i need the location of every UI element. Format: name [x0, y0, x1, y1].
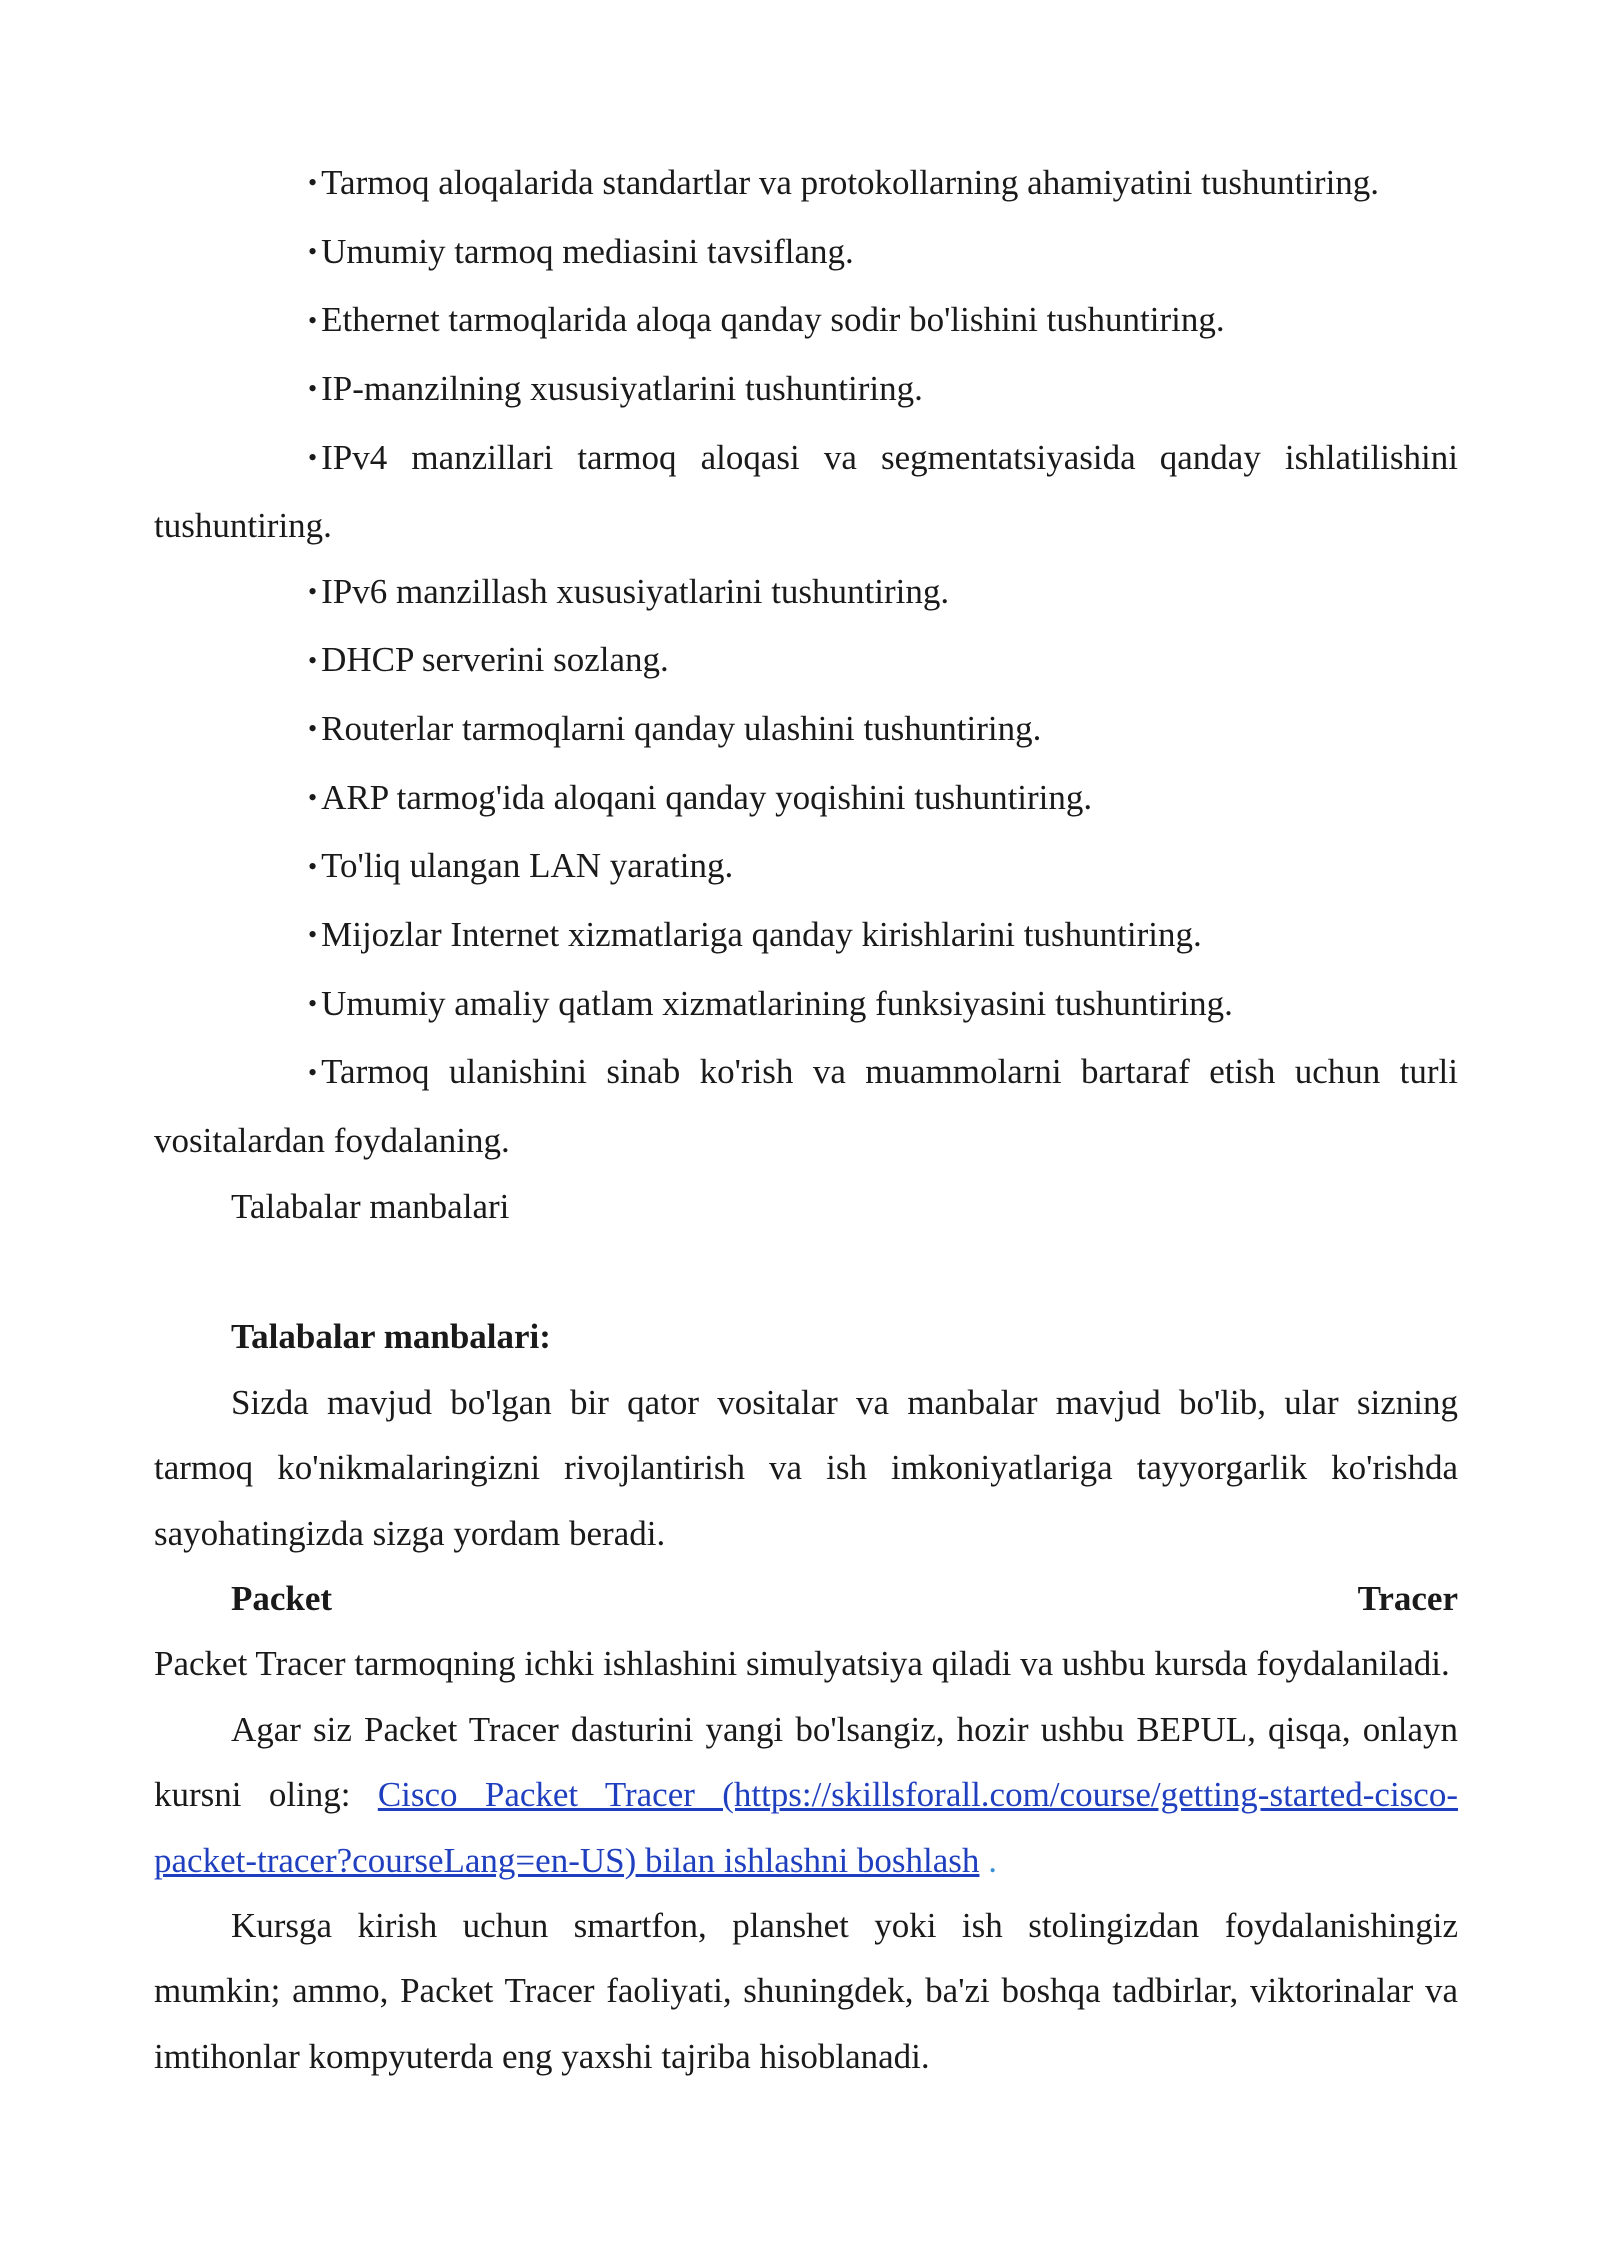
closing-paragraph: Kursga kirish uchun smartfon, planshet yoki ish stolingizdan foydalanishingiz mumkin; ammo, Packet Tracer faoliyati, shuningdek, ba'zi boshqa tadbirlar, viktorinalar va imtihonlar kompyuterda eng yaxshi tajriba hisoblanadi. — [154, 1906, 1458, 2076]
bullet-item — [154, 833, 1458, 902]
bullet-icon: • — [308, 305, 318, 335]
bullet-text: Mijozlar Internet xizmatlariga qanday kirishlarini tushuntiring. — [321, 915, 1202, 955]
bullet-text: Routerlar tarmoqlarni qanday ulashini tushuntiring. — [321, 709, 1042, 749]
bullet-icon: • — [308, 374, 318, 404]
document-page — [154, 150, 1458, 2089]
bullet-item — [154, 356, 1458, 425]
bullet-icon: • — [308, 442, 318, 472]
bullet-text: Tarmoq aloqalarida standartlar va protokollarning ahamiyatini tushuntiring. — [321, 163, 1380, 202]
bullet-icon: • — [308, 851, 318, 881]
bullet-item — [154, 425, 1458, 559]
course-paragraph — [154, 1697, 1458, 1893]
section-heading: Talabalar manbalari: — [231, 1317, 551, 1357]
course-link-period: . — [979, 1840, 997, 1880]
bullet-text: DHCP serverini sozlang. — [321, 640, 669, 680]
bullet-item — [154, 971, 1458, 1040]
bullet-item — [154, 696, 1458, 765]
bullet-item — [154, 902, 1458, 971]
bullet-icon: • — [308, 236, 318, 266]
bullet-text: ARP tarmog'ida aloqani qanday yoqishini tushuntiring. — [321, 777, 1093, 817]
bullet-icon: • — [308, 989, 318, 1019]
bullet-item — [154, 559, 1458, 628]
bullet-text: IP-manzilning xususiyatlarini tushuntiring. — [321, 369, 923, 409]
course-link[interactable]: Cisco Packet Tracer (https://skillsforall.com/course/getting-started-cisco-packet-tracer?courseLang=en-US) bilan ishlashni boshlash — [154, 1775, 1458, 1880]
bullet-icon: • — [308, 645, 318, 675]
bullet-icon: • — [308, 577, 318, 607]
blank-line — [154, 1239, 1458, 1304]
bullet-item — [154, 765, 1458, 834]
bullet-icon: • — [308, 168, 318, 198]
bullet-item — [154, 219, 1458, 288]
bullet-item — [154, 627, 1458, 696]
intro-paragraph: Sizda mavjud bo'lgan bir qator vositalar va manbalar mavjud bo'lib, ular sizning tarmoq ko'nikmalaringizni rivojlantirish va ish imkoniyatlariga tayyorgarlik ko'rishda sayohatingizda sizga yordam beradi. — [154, 1382, 1458, 1553]
bullet-text: IPv4 manzillari tarmoq aloqasi va segmentatsiyasida qanday ishlatilishini tushuntiring. — [154, 437, 1458, 546]
bullet-text: IPv6 manzillash xususiyatlarini tushuntiring. — [321, 571, 950, 611]
bullet-text: To'liq ulangan LAN yarating. — [321, 846, 734, 886]
bullet-item — [154, 150, 1458, 219]
bullet-icon: • — [308, 1057, 318, 1087]
bullet-text: Tarmoq ulanishini sinab ko'rish va muammolarni bartaraf etish uchun turli vositalardan foydalaning. — [154, 1052, 1458, 1161]
packet-tracer-description: Packet Tracer tarmoqning ichki ishlashini simulyatsiya qiladi va ushbu kursda foydalaniladi. — [154, 1644, 1450, 1684]
bullet-text: Umumiy amaliy qatlam xizmatlarining funksiyasini tushuntiring. — [321, 983, 1233, 1023]
bullet-icon: • — [308, 714, 318, 744]
bullet-icon: • — [308, 783, 318, 813]
bullet-item — [154, 287, 1458, 356]
bullet-item — [154, 1039, 1458, 1173]
bullet-text: Umumiy tarmoq mediasini tavsiflang. — [321, 231, 854, 271]
course-text: Agar siz Packet Tracer dasturini yangi bo'lsangiz, hozir ushbu BEPUL, qisqa, onlayn kursni oling: — [154, 1709, 1458, 1815]
section-label: Talabalar manbalari — [231, 1186, 510, 1226]
bullet-icon: • — [308, 920, 318, 950]
packet-tracer-heading: Packet Tracer — [231, 1578, 1458, 1618]
bullet-text: Ethernet tarmoqlarida aloqa qanday sodir bo'lishini tushuntiring. — [321, 300, 1225, 340]
